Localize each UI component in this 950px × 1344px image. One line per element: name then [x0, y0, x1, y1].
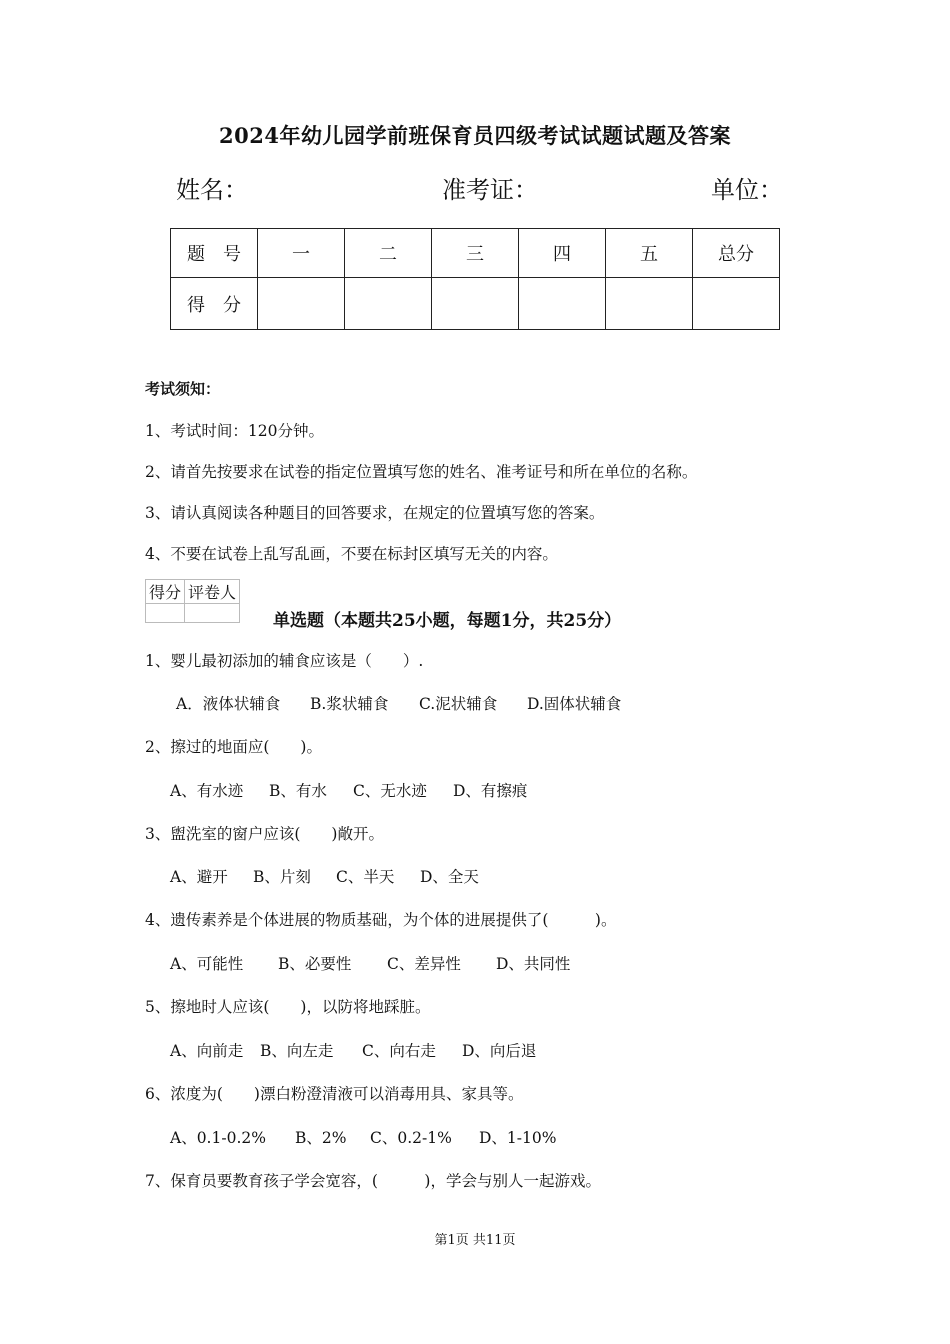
- grader-reviewer-cell[interactable]: [185, 604, 240, 623]
- option[interactable]: C.泥状辅食: [419, 695, 498, 713]
- grader-reviewer-label: 评卷人: [185, 580, 240, 604]
- score-row-label: 得 分: [171, 278, 258, 330]
- option[interactable]: D、有擦痕: [453, 782, 528, 800]
- option[interactable]: A、0.1-0.2%: [170, 1129, 266, 1147]
- score-cell[interactable]: [519, 278, 606, 330]
- question-text: 1、婴儿最初添加的辅食应该是（ ）.: [145, 652, 424, 670]
- question-text: 7、保育员要教育孩子学会宽容，( )，学会与别人一起游戏。: [145, 1172, 601, 1190]
- question-text: 2、擦过的地面应( )。: [145, 738, 322, 756]
- grader-score-label: 得分: [146, 580, 185, 604]
- option[interactable]: A、向前走: [170, 1042, 244, 1060]
- option[interactable]: C、向右走: [362, 1042, 436, 1060]
- score-header-cell: 一: [258, 229, 345, 278]
- option[interactable]: C、无水迹: [353, 782, 427, 800]
- unit-field-label: 单位：: [711, 176, 783, 204]
- score-header-cell: 总分: [693, 229, 780, 278]
- notice-item: 4、不要在试卷上乱写乱画，不要在标封区填写无关的内容。: [145, 545, 558, 563]
- question-text: 6、浓度为( )漂白粉澄清液可以消毒用具、家具等。: [145, 1085, 524, 1103]
- option[interactable]: B、向左走: [260, 1042, 334, 1060]
- score-header-cell: 五: [606, 229, 693, 278]
- notice-item: 1、考试时间：120分钟。: [145, 422, 324, 440]
- option[interactable]: A、有水迹: [170, 782, 244, 800]
- option[interactable]: C、0.2-1%: [370, 1129, 452, 1147]
- option[interactable]: D、全天: [420, 868, 479, 886]
- score-cell[interactable]: [693, 278, 780, 330]
- notice-item: 2、请首先按要求在试卷的指定位置填写您的姓名、准考证号和所在单位的名称。: [145, 463, 698, 481]
- score-cell[interactable]: [258, 278, 345, 330]
- option[interactable]: B、有水: [269, 782, 327, 800]
- score-table-header-row: [171, 229, 780, 278]
- score-cell[interactable]: [606, 278, 693, 330]
- option[interactable]: C、半天: [336, 868, 395, 886]
- question-text: 3、盥洗室的窗户应该( )敞开。: [145, 825, 384, 843]
- option[interactable]: A．液体状辅食: [176, 695, 281, 713]
- option[interactable]: A、避开: [170, 868, 228, 886]
- option[interactable]: D.固体状辅食: [527, 695, 622, 713]
- score-header-cell: 三: [432, 229, 519, 278]
- score-cell[interactable]: [432, 278, 519, 330]
- notice-heading: 考试须知：: [145, 380, 221, 398]
- option[interactable]: B、2%: [295, 1129, 347, 1147]
- grader-score-cell[interactable]: [146, 604, 185, 623]
- option[interactable]: B、片刻: [253, 868, 311, 886]
- option[interactable]: D、向后退: [462, 1042, 537, 1060]
- score-table-value-row: [171, 278, 780, 330]
- option[interactable]: C、差异性: [387, 955, 461, 973]
- exam-id-field-label: 准考证：: [442, 176, 538, 204]
- section-title: 单选题（本题共25小题，每题1分，共25分）: [273, 611, 622, 631]
- option[interactable]: B.浆状辅食: [310, 695, 389, 713]
- grader-box: [145, 579, 240, 623]
- score-cell[interactable]: [345, 278, 432, 330]
- score-header-cell: 二: [345, 229, 432, 278]
- question-text: 4、遗传素养是个体进展的物质基础，为个体的进展提供了( )。: [145, 911, 617, 929]
- page-footer: 第1页 共11页: [434, 1233, 516, 1248]
- name-field-label: 姓名：: [176, 176, 248, 204]
- notice-item: 3、请认真阅读各种题目的回答要求，在规定的位置填写您的答案。: [145, 504, 605, 522]
- score-table: [170, 228, 780, 330]
- option[interactable]: D、1-10%: [479, 1129, 557, 1147]
- option[interactable]: B、必要性: [278, 955, 352, 973]
- score-header-cell: 题 号: [171, 229, 258, 278]
- question-text: 5、擦地时人应该( )，以防将地踩脏。: [145, 998, 431, 1016]
- option[interactable]: D、共同性: [496, 955, 571, 973]
- document-title: 2024年幼儿园学前班保育员四级考试试题试题及答案: [219, 123, 731, 148]
- score-header-cell: 四: [519, 229, 606, 278]
- option[interactable]: A、可能性: [170, 955, 244, 973]
